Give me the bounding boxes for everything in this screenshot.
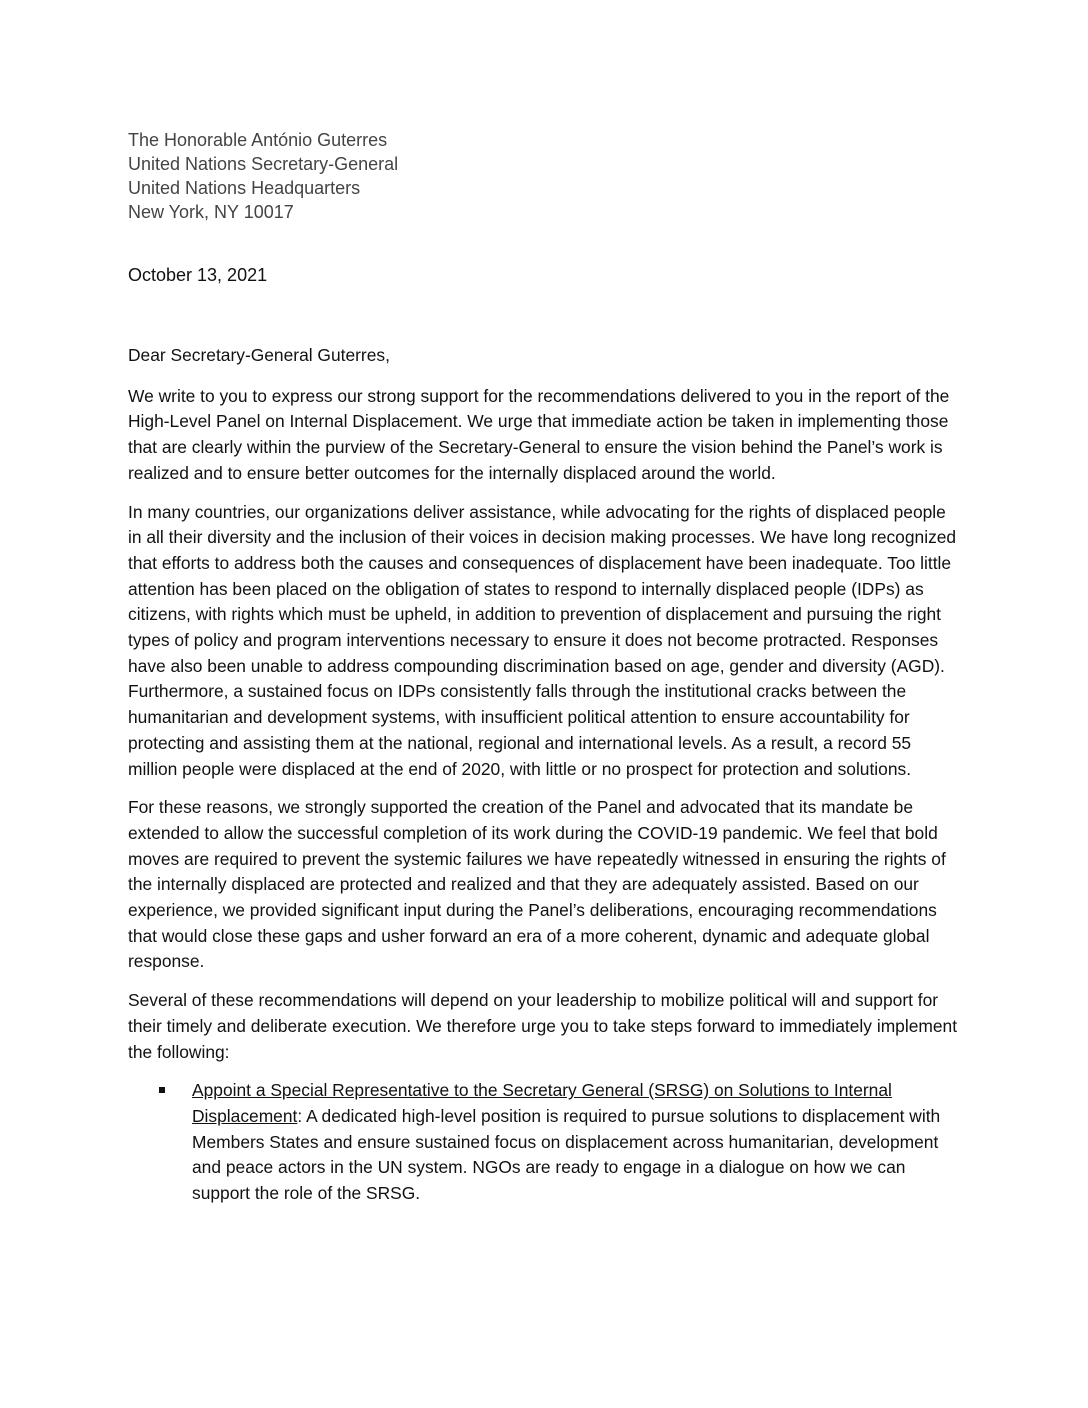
paragraph-3: For these reasons, we strongly supported the creation of the Panel and advocated that its mandate be extended to allow the successful completion of its work during the COVID-19 pandemic. We feel that bold moves are required to prevent the systemic failures we have repeatedly witnessed in ensuring the rights of the internally displaced are protected and realized and that they are adequately assisted. Based on our experience, we provided significant input during the Panel’s deliberations, encouraging recommendations that would close these gaps and usher forward an era of a more coherent, dynamic and adequate global response. — [128, 797, 946, 972]
recommendation-item — [128, 1078, 962, 1207]
letter-date: October 13, 2021 — [128, 265, 268, 285]
recipient-address-block — [128, 128, 728, 224]
recommendation-text: : A dedicated high-level position is required to pursue solutions to displacement with Members States and ensure sustained focus on displacement across humanitarian, development and peace actors in the UN system. NGOs are ready to engage in a dialogue on how we can support the role of the SRSG. — [192, 1105, 941, 1204]
square-bullet-icon — [159, 1087, 165, 1093]
recipient-city: New York, NY 10017 — [128, 202, 294, 222]
paragraph-2: In many countries, our organizations deliver assistance, while advocating for the rights of displaced people in all their diversity and the inclusion of their voices in decision making processes. We have long recognized that efforts to address both the causes and consequences of displacement have been inadequate. Too little attention has been placed on the obligation of states to respond to internally displaced people (IDPs) as citizens, with rights which must be upheld, in addition to prevention of displacement and pursuing the right types of policy and program interventions necessary to ensure it does not become protracted. Responses have also been unable to address compounding discrimination based on age, gender and diversity (AGD). Furthermore, a sustained focus on IDPs consistently falls through the institutional cracks between the humanitarian and development systems, with insufficient political attention to ensure accountability for protecting and assisting them at the national, regional and international levels. As a result, a record 55 million people were displaced at the end of 2020, with little or no prospect for protection and solutions. — [128, 501, 957, 779]
paragraph-4: Several of these recommendations will depend on your leadership to mobilize political will and support for their timely and deliberate execution. We therefore urge you to take steps forward to immediately implement the following: — [128, 990, 958, 1062]
salutation: Dear Secretary-General Guterres, — [128, 345, 390, 365]
recipient-name: The Honorable António Guterres — [128, 130, 388, 150]
recommendation-list — [128, 1078, 962, 1207]
recipient-title: United Nations Secretary-General — [128, 154, 399, 174]
letter-body — [128, 343, 962, 1207]
paragraph-1: We write to you to express our strong support for the recommendations delivered to you in the report of the High-Level Panel on Internal Displacement. We urge that immediate action be taken in implementing those that are clearly within the purview of the Secretary-General to ensure the vision behind the Panel’s work is realized and to ensure better outcomes for the internally displaced around the world. — [128, 385, 950, 483]
recipient-organization: United Nations Headquarters — [128, 178, 361, 198]
recommendation-heading: Appoint a Special Representative to the Secretary General (SRSG) on Solutions to Internal Displacement — [192, 1080, 892, 1126]
